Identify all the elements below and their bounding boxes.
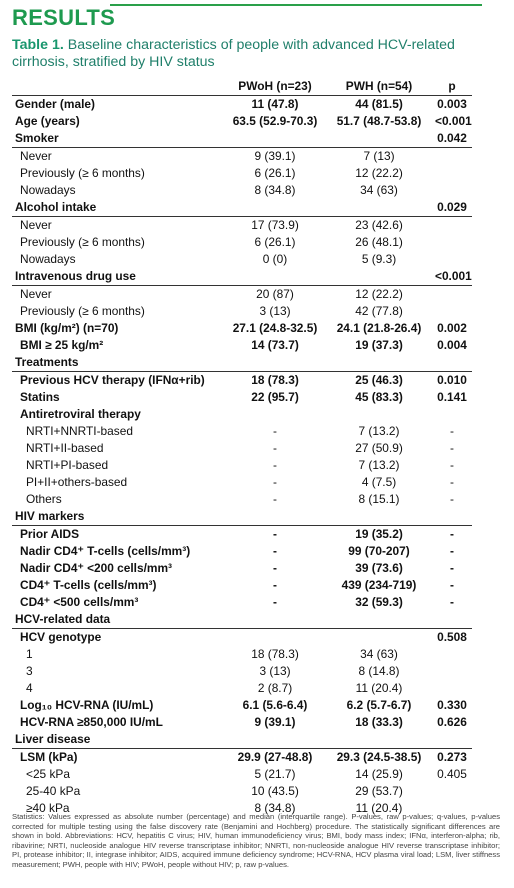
table-row (12, 165, 472, 182)
pwoh-value: 27.1 (24.8-32.5) (232, 321, 318, 335)
p-value: 0.273 (437, 750, 467, 764)
pwoh-value: - (273, 561, 277, 575)
pwoh-value: 8 (34.8) (254, 183, 296, 197)
table-row (12, 320, 472, 337)
pwoh-value: 9 (39.1) (254, 715, 296, 729)
row-label: <25 kPa (26, 767, 70, 781)
pwh-value: 4 (7.5) (361, 475, 397, 489)
table-row (12, 749, 472, 767)
table-row (12, 646, 472, 663)
row-label: Antiretroviral therapy (20, 407, 141, 421)
p-value (432, 508, 472, 526)
pwoh-value: 18 (78.3) (251, 373, 299, 387)
pwh-value: 12 (22.2) (355, 287, 403, 301)
pwh-value: 439 (234-719) (341, 578, 417, 592)
pwh-value: 7 (13.2) (358, 424, 400, 438)
pwoh-value: 10 (43.5) (251, 784, 299, 798)
pwh-value: 42 (77.8) (355, 304, 403, 318)
pwoh-value: 29.9 (27-48.8) (237, 750, 313, 764)
row-label: Log₁₀ HCV-RNA (IU/mL) (20, 698, 154, 712)
pwoh-value: 17 (73.9) (251, 218, 299, 232)
pwh-value (326, 629, 432, 647)
table-row (12, 611, 472, 629)
row-label: CD4⁺ T-cells (cells/mm³) (20, 578, 157, 592)
pwh-value: 39 (73.6) (355, 561, 403, 575)
p-value (432, 182, 472, 199)
row-label: Smoker (12, 130, 224, 148)
p-value (432, 663, 472, 680)
caption-label: Table 1. (12, 37, 64, 53)
table-row (12, 508, 472, 526)
pwh-value: 7 (13) (363, 149, 395, 163)
row-label: LSM (kPa) (20, 750, 78, 764)
header-p: p (432, 78, 472, 96)
pwh-value: 8 (14.8) (358, 664, 400, 678)
table-row (12, 354, 472, 372)
p-value: 0.330 (437, 698, 467, 712)
table-row (12, 526, 472, 544)
pwoh-value: - (273, 458, 277, 472)
row-label: 1 (26, 647, 33, 661)
pwh-value: 7 (13.2) (358, 458, 400, 472)
table-row (12, 783, 472, 800)
p-value: 0.405 (437, 767, 467, 781)
table-row (12, 286, 472, 304)
pwh-value (326, 611, 432, 629)
caption-text: Baseline characteristics of people with advanced HCV-related cirrhosis, stratified by HIV status (12, 37, 455, 70)
table-row (12, 474, 472, 491)
header-label (12, 78, 224, 96)
pwoh-value: 63.5 (52.9-70.3) (232, 114, 318, 128)
pwoh-value (224, 611, 326, 629)
row-label: HIV markers (12, 508, 224, 526)
pwh-value: 34 (63) (360, 647, 398, 661)
pwh-value: 11 (20.4) (355, 801, 403, 815)
p-value (432, 611, 472, 629)
row-label: Previously (≥ 6 months) (20, 235, 145, 249)
pwh-value: 32 (59.3) (355, 595, 403, 609)
table-row (12, 457, 472, 474)
section-heading: RESULTS (12, 5, 116, 30)
row-label: Nadir CD4⁺ T-cells (cells/mm³) (20, 544, 191, 558)
row-label: PI+II+others-based (26, 475, 128, 489)
table-row (12, 766, 472, 783)
pwh-value: 26 (48.1) (355, 235, 403, 249)
pwh-value: 8 (15.1) (358, 492, 400, 506)
pwh-value: 5 (9.3) (361, 252, 397, 266)
table-caption (12, 37, 482, 71)
p-value (432, 354, 472, 372)
pwh-value: 18 (33.3) (355, 715, 403, 729)
pwh-value: 6.2 (5.7-6.7) (346, 698, 412, 712)
pwh-value (326, 268, 432, 286)
pwoh-value: - (273, 544, 277, 558)
table-row (12, 217, 472, 235)
header-pwoh: PWoH (n=23) (224, 78, 326, 96)
pwoh-value: 2 (8.7) (257, 681, 293, 695)
pwh-value (326, 406, 432, 423)
pwh-value: 27 (50.9) (355, 441, 403, 455)
pwoh-value (224, 268, 326, 286)
pwoh-value: - (273, 441, 277, 455)
row-label: Nadir CD4⁺ <200 cells/mm³ (20, 561, 173, 575)
pwh-value: 11 (20.4) (355, 681, 403, 695)
p-value: - (450, 578, 454, 592)
pwoh-value (224, 629, 326, 647)
table-row (12, 268, 472, 286)
p-value (432, 731, 472, 749)
table-row (12, 96, 472, 114)
p-value: - (450, 441, 454, 455)
table-row (12, 199, 472, 217)
p-value (432, 646, 472, 663)
row-label: NRTI+II-based (26, 441, 104, 455)
characteristics-table (12, 78, 472, 817)
row-label: NRTI+PI-based (26, 458, 109, 472)
pwh-value: 29 (53.7) (355, 784, 403, 798)
pwh-value: 99 (70-207) (348, 544, 410, 558)
p-value (432, 217, 472, 235)
row-label: Previously (≥ 6 months) (20, 304, 145, 318)
table-row (12, 234, 472, 251)
pwoh-value: 6 (26.1) (254, 235, 296, 249)
pwh-value (326, 199, 432, 217)
row-label: ≥40 kPa (26, 801, 70, 815)
row-label: Never (20, 149, 52, 163)
table-row (12, 113, 472, 130)
pwoh-value (224, 731, 326, 749)
row-label: Treatments (12, 354, 224, 372)
table-row (12, 714, 472, 731)
table-row (12, 130, 472, 148)
table-row (12, 440, 472, 457)
pwoh-value: 18 (78.3) (251, 647, 299, 661)
pwh-value: 29.3 (24.5-38.5) (336, 750, 422, 764)
row-label: 25-40 kPa (26, 784, 81, 798)
pwoh-value: 20 (87) (256, 287, 294, 301)
pwoh-value: 3 (13) (259, 304, 291, 318)
pwh-value: 51.7 (48.7-53.8) (336, 114, 422, 128)
p-value: - (450, 424, 454, 438)
pwh-value: 45 (83.3) (355, 390, 403, 404)
p-value: 0.010 (437, 373, 467, 387)
p-value: 0.508 (437, 630, 467, 644)
pwh-value: 19 (35.2) (355, 527, 403, 541)
pwoh-value: 8 (34.8) (254, 801, 296, 815)
row-label: Previously (≥ 6 months) (20, 166, 145, 180)
row-label: Intravenous drug use (12, 268, 224, 286)
row-label: HCV-related data (12, 611, 224, 629)
top-rule (110, 4, 482, 6)
table-row (12, 182, 472, 199)
p-value: 0.003 (437, 97, 467, 111)
table-row (12, 731, 472, 749)
p-value (432, 286, 472, 304)
p-value (432, 234, 472, 251)
row-label: HCV-RNA ≥850,000 IU/mL (20, 715, 163, 729)
pwoh-value: 6 (26.1) (254, 166, 296, 180)
row-label: BMI ≥ 25 kg/m² (20, 338, 104, 352)
pwoh-value: - (273, 595, 277, 609)
p-value: - (450, 458, 454, 472)
row-label: Liver disease (12, 731, 224, 749)
header-pwh: PWH (n=54) (326, 78, 432, 96)
pwoh-value: - (273, 475, 277, 489)
pwoh-value: 14 (73.7) (251, 338, 299, 352)
p-value: - (450, 492, 454, 506)
table-row (12, 629, 472, 647)
row-label: 4 (26, 681, 33, 695)
table-row (12, 303, 472, 320)
p-value (432, 251, 472, 268)
pwoh-value: - (273, 578, 277, 592)
pwoh-value: 6.1 (5.6-6.4) (242, 698, 308, 712)
row-label: BMI (kg/m²) (n=70) (15, 321, 119, 335)
p-value: - (450, 527, 454, 541)
p-value: <0.001 (432, 268, 472, 286)
row-label: Nowadays (20, 183, 76, 197)
p-value (432, 303, 472, 320)
table-body (12, 96, 472, 818)
pwh-value: 44 (81.5) (355, 97, 403, 111)
p-value: - (450, 561, 454, 575)
pwh-value (326, 354, 432, 372)
p-value: - (450, 475, 454, 489)
pwoh-value (224, 508, 326, 526)
row-label: Nowadays (20, 252, 76, 266)
row-label: NRTI+NNRTI-based (26, 424, 133, 438)
pwoh-value: 22 (95.7) (251, 390, 299, 404)
p-value: 0.029 (432, 199, 472, 217)
table-header-row (12, 78, 472, 96)
pwh-value: 23 (42.6) (355, 218, 403, 232)
table-row (12, 406, 472, 423)
p-value: 0.141 (437, 390, 467, 404)
table-row (12, 423, 472, 440)
p-value: - (450, 595, 454, 609)
pwh-value: 25 (46.3) (355, 373, 403, 387)
p-value (432, 406, 472, 423)
table-row (12, 389, 472, 406)
row-label: Never (20, 287, 52, 301)
pwoh-value (224, 199, 326, 217)
row-label: Prior AIDS (20, 527, 80, 541)
pwoh-value (224, 406, 326, 423)
table-row (12, 663, 472, 680)
pwh-value: 24.1 (21.8-26.4) (336, 321, 422, 335)
p-value: 0.004 (437, 338, 467, 352)
p-value: 0.626 (437, 715, 467, 729)
table-row (12, 337, 472, 354)
table-row (12, 560, 472, 577)
table-footnote: Statistics: Values expressed as absolute number (percentage) and median (interquartile range). P-values, raw p-values; q-values, p-values corrected for multiple testing using the false discovery rate (Benjamini and Hochberg) procedure. The statistically significant differences are shown in bold. Abbreviations: HCV, hepatitis C virus; HIV, human immunodeficiency virus; BMI, body mass index; IFNα, interferon-alpha; rib, ribavirine; NRTI, nucleoside analogue HIV reverse transcriptase inhibitor; NNRTI, non-nucleoside analogue HIV reverse transcriptase inhibitor; PI, protease inhibitor; II, integrase inhibitor; AIDS, acquired immune deficiency syndrome; HCV-RNA, HCV plasma viral load; LSM, liver stiffness measurement; PWH, people with HIV; PWoH, people without HIV; p, raw p-values. (12, 812, 500, 869)
table-row (12, 251, 472, 268)
pwoh-value: - (273, 527, 277, 541)
p-value (432, 148, 472, 166)
table-row (12, 491, 472, 508)
table-row (12, 372, 472, 390)
row-label: 3 (26, 664, 33, 678)
row-label: Alcohol intake (12, 199, 224, 217)
row-label: Gender (male) (15, 97, 95, 111)
pwh-value: 12 (22.2) (355, 166, 403, 180)
table-row (12, 697, 472, 714)
pwoh-value: 3 (13) (259, 664, 291, 678)
row-label: Age (years) (15, 114, 80, 128)
pwh-value: 14 (25.9) (355, 767, 403, 781)
pwoh-value: 11 (47.8) (251, 97, 299, 111)
table-row (12, 543, 472, 560)
p-value: 0.042 (432, 130, 472, 148)
p-value (432, 680, 472, 697)
row-label: Previous HCV therapy (IFNα+rib) (20, 373, 205, 387)
p-value: - (450, 544, 454, 558)
pwoh-value (224, 354, 326, 372)
p-value: 0.002 (437, 321, 467, 335)
table-row (12, 594, 472, 611)
row-label: Others (26, 492, 62, 506)
p-value (432, 783, 472, 800)
pwoh-value: 0 (0) (262, 252, 288, 266)
pwh-value: 19 (37.3) (355, 338, 403, 352)
pwh-value (326, 508, 432, 526)
table-row (12, 577, 472, 594)
pwoh-value (224, 130, 326, 148)
table-row (12, 148, 472, 166)
row-label: Never (20, 218, 52, 232)
p-value (432, 165, 472, 182)
pwh-value (326, 731, 432, 749)
table-row (12, 680, 472, 697)
row-label: CD4⁺ <500 cells/mm³ (20, 595, 139, 609)
pwoh-value: - (273, 492, 277, 506)
pwh-value: 34 (63) (360, 183, 398, 197)
row-label: Statins (20, 390, 60, 404)
pwoh-value: 9 (39.1) (254, 149, 296, 163)
row-label: HCV genotype (20, 630, 102, 644)
pwoh-value: - (273, 424, 277, 438)
p-value: <0.001 (435, 114, 472, 128)
pwh-value (326, 130, 432, 148)
pwoh-value: 5 (21.7) (254, 767, 296, 781)
